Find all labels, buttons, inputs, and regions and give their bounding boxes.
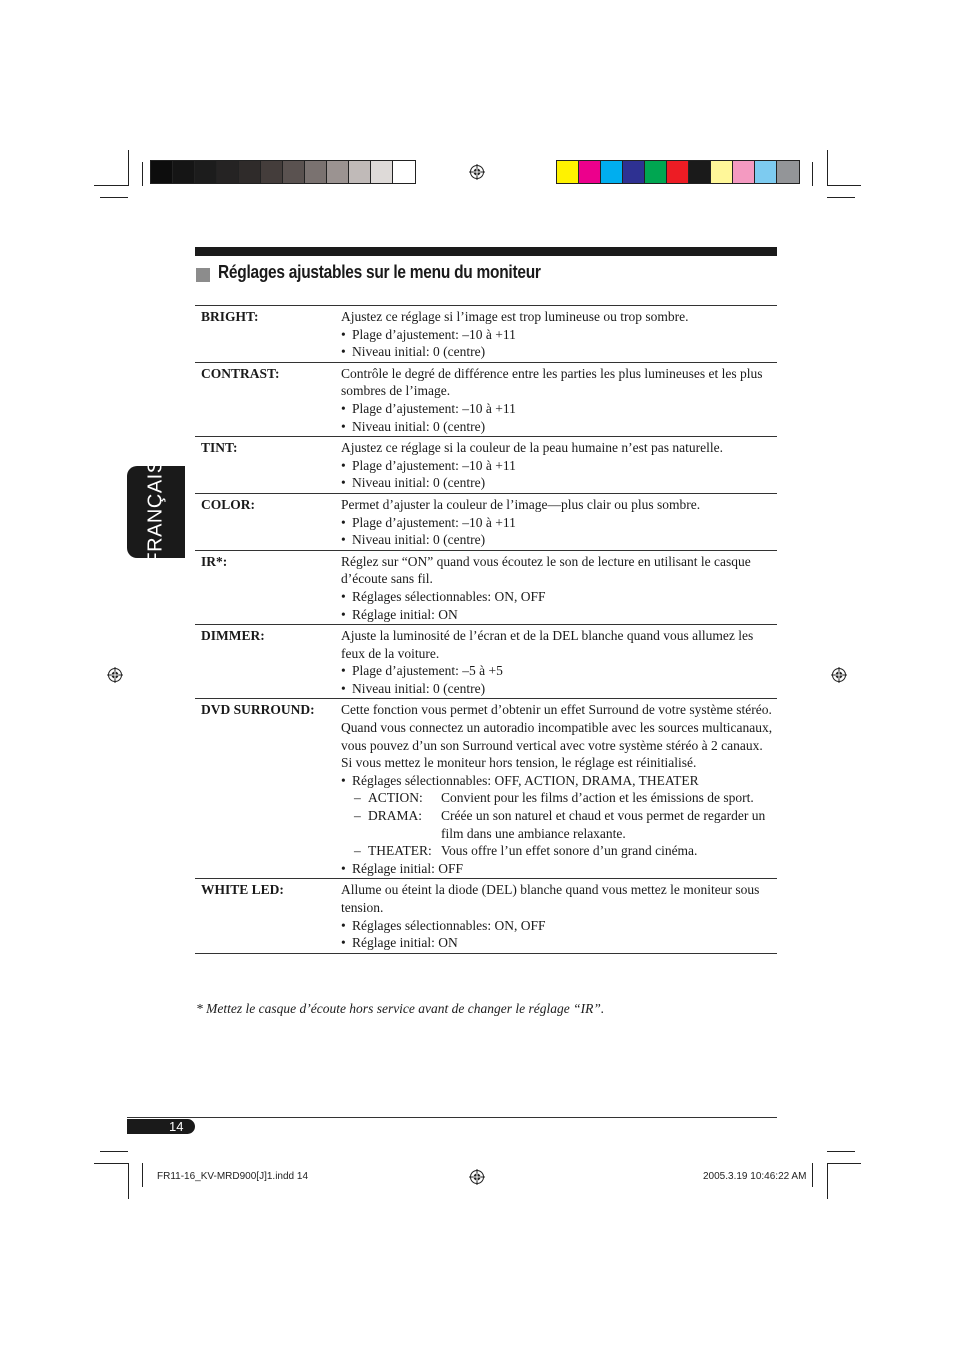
color-swatch [173, 161, 195, 183]
table-row [195, 699, 777, 879]
description-text: Réglez sur “ON” quand vous écoutez le son de lecture en utilisant le casque d’écoute sans fil. [341, 553, 751, 587]
setting-description [341, 439, 777, 492]
bullet-item: • Réglage initial: ON [341, 606, 775, 624]
bullet-item: • Réglages sélectionnables: ON, OFF [341, 588, 775, 606]
settings-table [195, 305, 777, 954]
crop-mark [100, 197, 128, 198]
description-text: Si vous mettez le moniteur hors tension, le réglage est réinitialisé. [341, 755, 697, 771]
setting-name: DIMMER: [201, 628, 265, 644]
grayscale-color-bar [150, 160, 416, 184]
setting-name: CONTRAST: [201, 365, 280, 381]
language-tab-label: FRANÇAIS [144, 459, 167, 565]
table-row [195, 879, 777, 953]
bullet-item: • Niveau initial: 0 (centre) [341, 418, 775, 436]
description-text: Contrôle le degré de différence entre les parties les plus lumineuses et les plus sombres de l’image. [341, 365, 763, 399]
sub-option [341, 807, 775, 842]
dash-marker: – [354, 790, 361, 806]
color-swatch [217, 161, 239, 183]
crop-mark [142, 162, 143, 186]
sub-option-text: Convient pour les films d’action et les émissions de sport. [441, 790, 754, 806]
crop-mark [827, 1163, 828, 1199]
description-text: Allume ou éteint la diode (DEL) blanche quand vous mettez le moniteur sous tension. [341, 882, 760, 915]
section-title: Réglages ajustables sur le menu du moniteur [218, 262, 541, 282]
registration-mark-icon [107, 667, 123, 683]
bullet-item: • Réglages sélectionnables: OFF, ACTION, DRAMA, THEATER [341, 772, 775, 790]
setting-description [341, 701, 777, 877]
color-swatch [689, 161, 711, 183]
dash-marker: – [354, 808, 361, 824]
crop-mark [100, 1151, 128, 1152]
color-swatch [349, 161, 371, 183]
color-swatch [239, 161, 261, 183]
page-number: 14 [127, 1119, 195, 1134]
color-swatch [151, 161, 173, 183]
setting-name: DVD SURROUND: [201, 702, 315, 718]
sub-option-text: Vous offre l’un effet sonore d’un grand cinéma. [441, 843, 698, 859]
sub-option [341, 842, 775, 860]
bullet-item: • Plage d’ajustement: –5 à +5 [341, 662, 775, 680]
crop-mark [827, 185, 861, 186]
setting-description [341, 496, 777, 549]
bullet-item: • Plage d’ajustement: –10 à +11 [341, 514, 775, 532]
sub-option-name: THEATER: [368, 843, 432, 859]
bullet-item: • Réglage initial: ON [341, 934, 775, 952]
crop-mark [128, 1163, 129, 1199]
sub-option [341, 789, 775, 807]
crop-mark [128, 150, 129, 186]
registration-mark-icon [469, 1169, 485, 1185]
bullet-item: • Plage d’ajustement: –10 à +11 [341, 457, 775, 475]
setting-description [341, 881, 777, 951]
bullet-item: • Niveau initial: 0 (centre) [341, 474, 775, 492]
color-swatch [601, 161, 623, 183]
sub-option-name: DRAMA: [368, 808, 423, 824]
color-swatch [623, 161, 645, 183]
color-swatch [711, 161, 733, 183]
table-row [195, 494, 777, 551]
crop-mark [827, 1163, 861, 1164]
table-row [195, 625, 777, 699]
setting-name: IR*: [201, 553, 228, 569]
table-row [195, 363, 777, 437]
color-swatch [327, 161, 349, 183]
color-swatch [283, 161, 305, 183]
process-color-bar [556, 160, 800, 184]
description-text: Permet d’ajuster la couleur de l’image—plus clair ou plus sombre. [341, 496, 701, 512]
color-swatch [733, 161, 755, 183]
color-swatch [579, 161, 601, 183]
table-row [195, 551, 777, 625]
color-swatch [667, 161, 689, 183]
crop-mark [94, 1163, 128, 1164]
footer-rule [127, 1117, 777, 1118]
sub-option-name: ACTION: [368, 790, 423, 806]
crop-mark [812, 162, 813, 186]
description-text: Ajustez ce réglage si la couleur de la peau humaine n’est pas naturelle. [341, 440, 723, 456]
bullet-item: • Réglages sélectionnables: ON, OFF [341, 917, 775, 935]
bullet-item: • Réglage initial: OFF [341, 860, 775, 878]
registration-mark-icon [831, 667, 847, 683]
crop-mark [827, 1151, 855, 1152]
color-swatch [777, 161, 799, 183]
section-header-bar [195, 247, 777, 256]
crop-mark [94, 185, 128, 186]
setting-description [341, 308, 777, 361]
table-row [195, 437, 777, 494]
language-side-tab [127, 459, 185, 565]
slug-timestamp: 2005.3.19 10:46:22 AM [703, 1171, 807, 1182]
setting-name: COLOR: [201, 496, 255, 512]
crop-mark [827, 197, 855, 198]
description-text: Cette fonction vous permet d’obtenir un effet Surround de votre système stéréo. Quand vous connectez un autoradio incompatible avec les sources multicanaux, vous pouvez d’un son Surround vertical avec votre système stéréo à 2 canaux. [341, 702, 773, 753]
description-text: Ajustez ce réglage si l’image est trop lumineuse ou trop sombre. [341, 309, 689, 324]
setting-name: BRIGHT: [201, 309, 259, 324]
crop-mark [827, 150, 828, 186]
bullet-item: • Niveau initial: 0 (centre) [341, 531, 775, 549]
color-swatch [755, 161, 777, 183]
description-text: Ajuste la luminosité de l’écran et de la DEL blanche quand vous allumez les feux de la voiture. [341, 628, 754, 661]
crop-mark [142, 1163, 143, 1187]
color-swatch [393, 161, 415, 183]
setting-description [341, 627, 777, 697]
setting-name: TINT: [201, 440, 238, 456]
setting-name: WHITE LED: [201, 882, 284, 898]
sub-option-text: Créée un son naturel et chaud et vous permet de regarder un film dans une ambiance relaxante. [441, 808, 766, 841]
crop-mark [812, 1163, 813, 1187]
table-row [195, 306, 777, 363]
slug-filename: FR11-16_KV-MRD900[J]1.indd 14 [157, 1171, 309, 1182]
bullet-item: • Plage d’ajustement: –10 à +11 [341, 400, 775, 418]
color-swatch [195, 161, 217, 183]
footnote: * Mettez le casque d’écoute hors service avant de changer le réglage “IR”. [196, 1001, 605, 1016]
bullet-item: • Niveau initial: 0 (centre) [341, 680, 775, 698]
color-swatch [371, 161, 393, 183]
setting-description [341, 553, 777, 623]
color-swatch [261, 161, 283, 183]
color-swatch [305, 161, 327, 183]
color-swatch [645, 161, 667, 183]
dash-marker: – [354, 843, 361, 859]
section-marker-square [196, 268, 210, 282]
setting-description [341, 365, 777, 435]
bullet-item: • Niveau initial: 0 (centre) [341, 343, 775, 361]
bullet-item: • Plage d’ajustement: –10 à +11 [341, 326, 775, 344]
color-swatch [557, 161, 579, 183]
registration-mark-icon [469, 164, 485, 180]
